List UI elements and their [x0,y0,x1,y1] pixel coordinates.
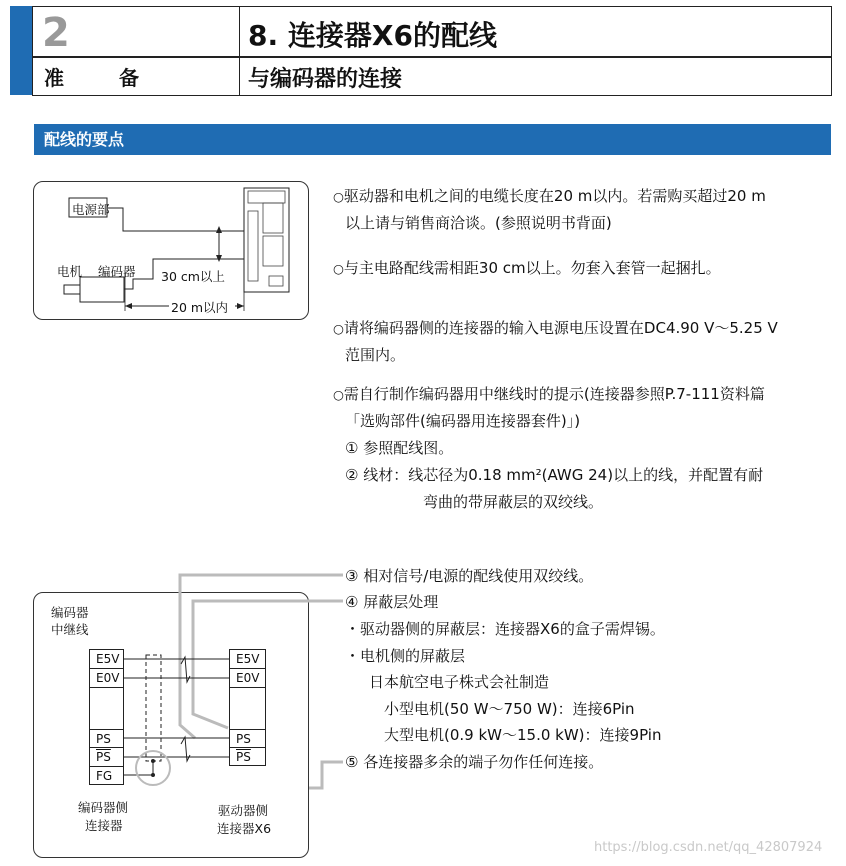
sub-item-4: ④ 屏蔽层处理 [345,593,439,611]
encoder-label: 编码器 [98,264,136,279]
pin-e5v: E5V [90,650,123,669]
sub-item-3: ③ 相对信号/电源的配线使用双绞线。 [345,567,594,585]
pin-ps-bar: $\overline{PS}$ [236,750,251,764]
point-3: ○请将编码器侧的连接器的输入电源电压设置在DC4.90 V～5.25 V [333,319,778,337]
section-header: 配线的要点 [34,124,831,155]
sub-item-1: ① 参照配线图。 [345,439,454,457]
bullet-icon: ○ [333,321,344,336]
page-subtitle: 与编码器的连接 [248,67,403,92]
point-2: ○与主电路配线需相距30 cm以上。勿套入套管一起捆扎。 [333,259,721,277]
bullet-icon: ○ [333,189,344,204]
pin-e0v: E0V [230,669,265,688]
relay-label-2: 中继线 [51,622,89,637]
shield-dashed [146,655,161,761]
sub-item-2: ② 线材：线芯径为0.18 mm²(AWG 24)以上的线，并配置有耐 [345,466,764,484]
chapter-name: 准 备 [44,66,163,90]
encoder-side-caption-1: 编码器侧 [78,800,129,815]
motor-label: 电机 [57,264,83,279]
point-1: ○驱动器和电机之间的电缆长度在20 m以内。若需购买超过20 m [333,187,766,205]
distance-20m-label: 20 m以内 [171,300,229,315]
shield-motor-side: ・电机侧的屏蔽层 [345,647,466,665]
pin-e5v: E5V [230,650,265,669]
pin-ps: PS [230,729,265,748]
encoder-side-caption-2: 连接器 [85,818,123,833]
point-4: ○需自行制作编码器用中继线时的提示(连接器参照P.7-111资料篇 [333,385,765,403]
page-title: 8. 连接器X6的配线 [248,19,497,52]
shield-driver-side: ・驱动器侧的屏蔽层：连接器X6的盒子需焊锡。 [345,620,665,638]
power-unit-label: 电源部 [72,202,110,217]
small-motor-pins: 小型电机(50 W～750 W)：连接6Pin [384,700,635,718]
driver-side-caption-1: 驱动器侧 [218,803,269,818]
driver-side-caption-2: 连接器X6 [217,821,272,836]
pin-fg: FG [96,769,113,783]
large-motor-pins: 大型电机(0.9 kW～15.0 kW)：连接9Pin [384,726,662,744]
manufacturer: 日本航空电子株式会社制造 [369,673,550,691]
relay-label-1: 编码器 [51,605,89,620]
point-4-cont: 「选购部件(编码器用连接器套件)」) [345,412,581,430]
chapter-number: 2 [42,10,70,56]
bullet-icon: ○ [333,261,344,276]
distance-30cm-label: 30 cm以上 [161,269,225,284]
bullet-icon: ○ [333,387,344,402]
point-3-cont: 范围内。 [345,346,406,364]
sub-item-2-cont: 弯曲的带屏蔽层的双绞线。 [423,493,604,511]
pin-ps-bar: $\overline{PS}$ [90,748,123,767]
point-1-cont: 以上请与销售商洽谈。(参照说明书背面) [345,214,612,232]
pin-ps: PS [90,729,123,748]
sub-item-5: ⑤ 各连接器多余的端子勿作任何连接。 [345,753,604,771]
pin-e0v: E0V [90,669,123,688]
watermark: https://blog.csdn.net/qq_42807924 [594,840,823,855]
